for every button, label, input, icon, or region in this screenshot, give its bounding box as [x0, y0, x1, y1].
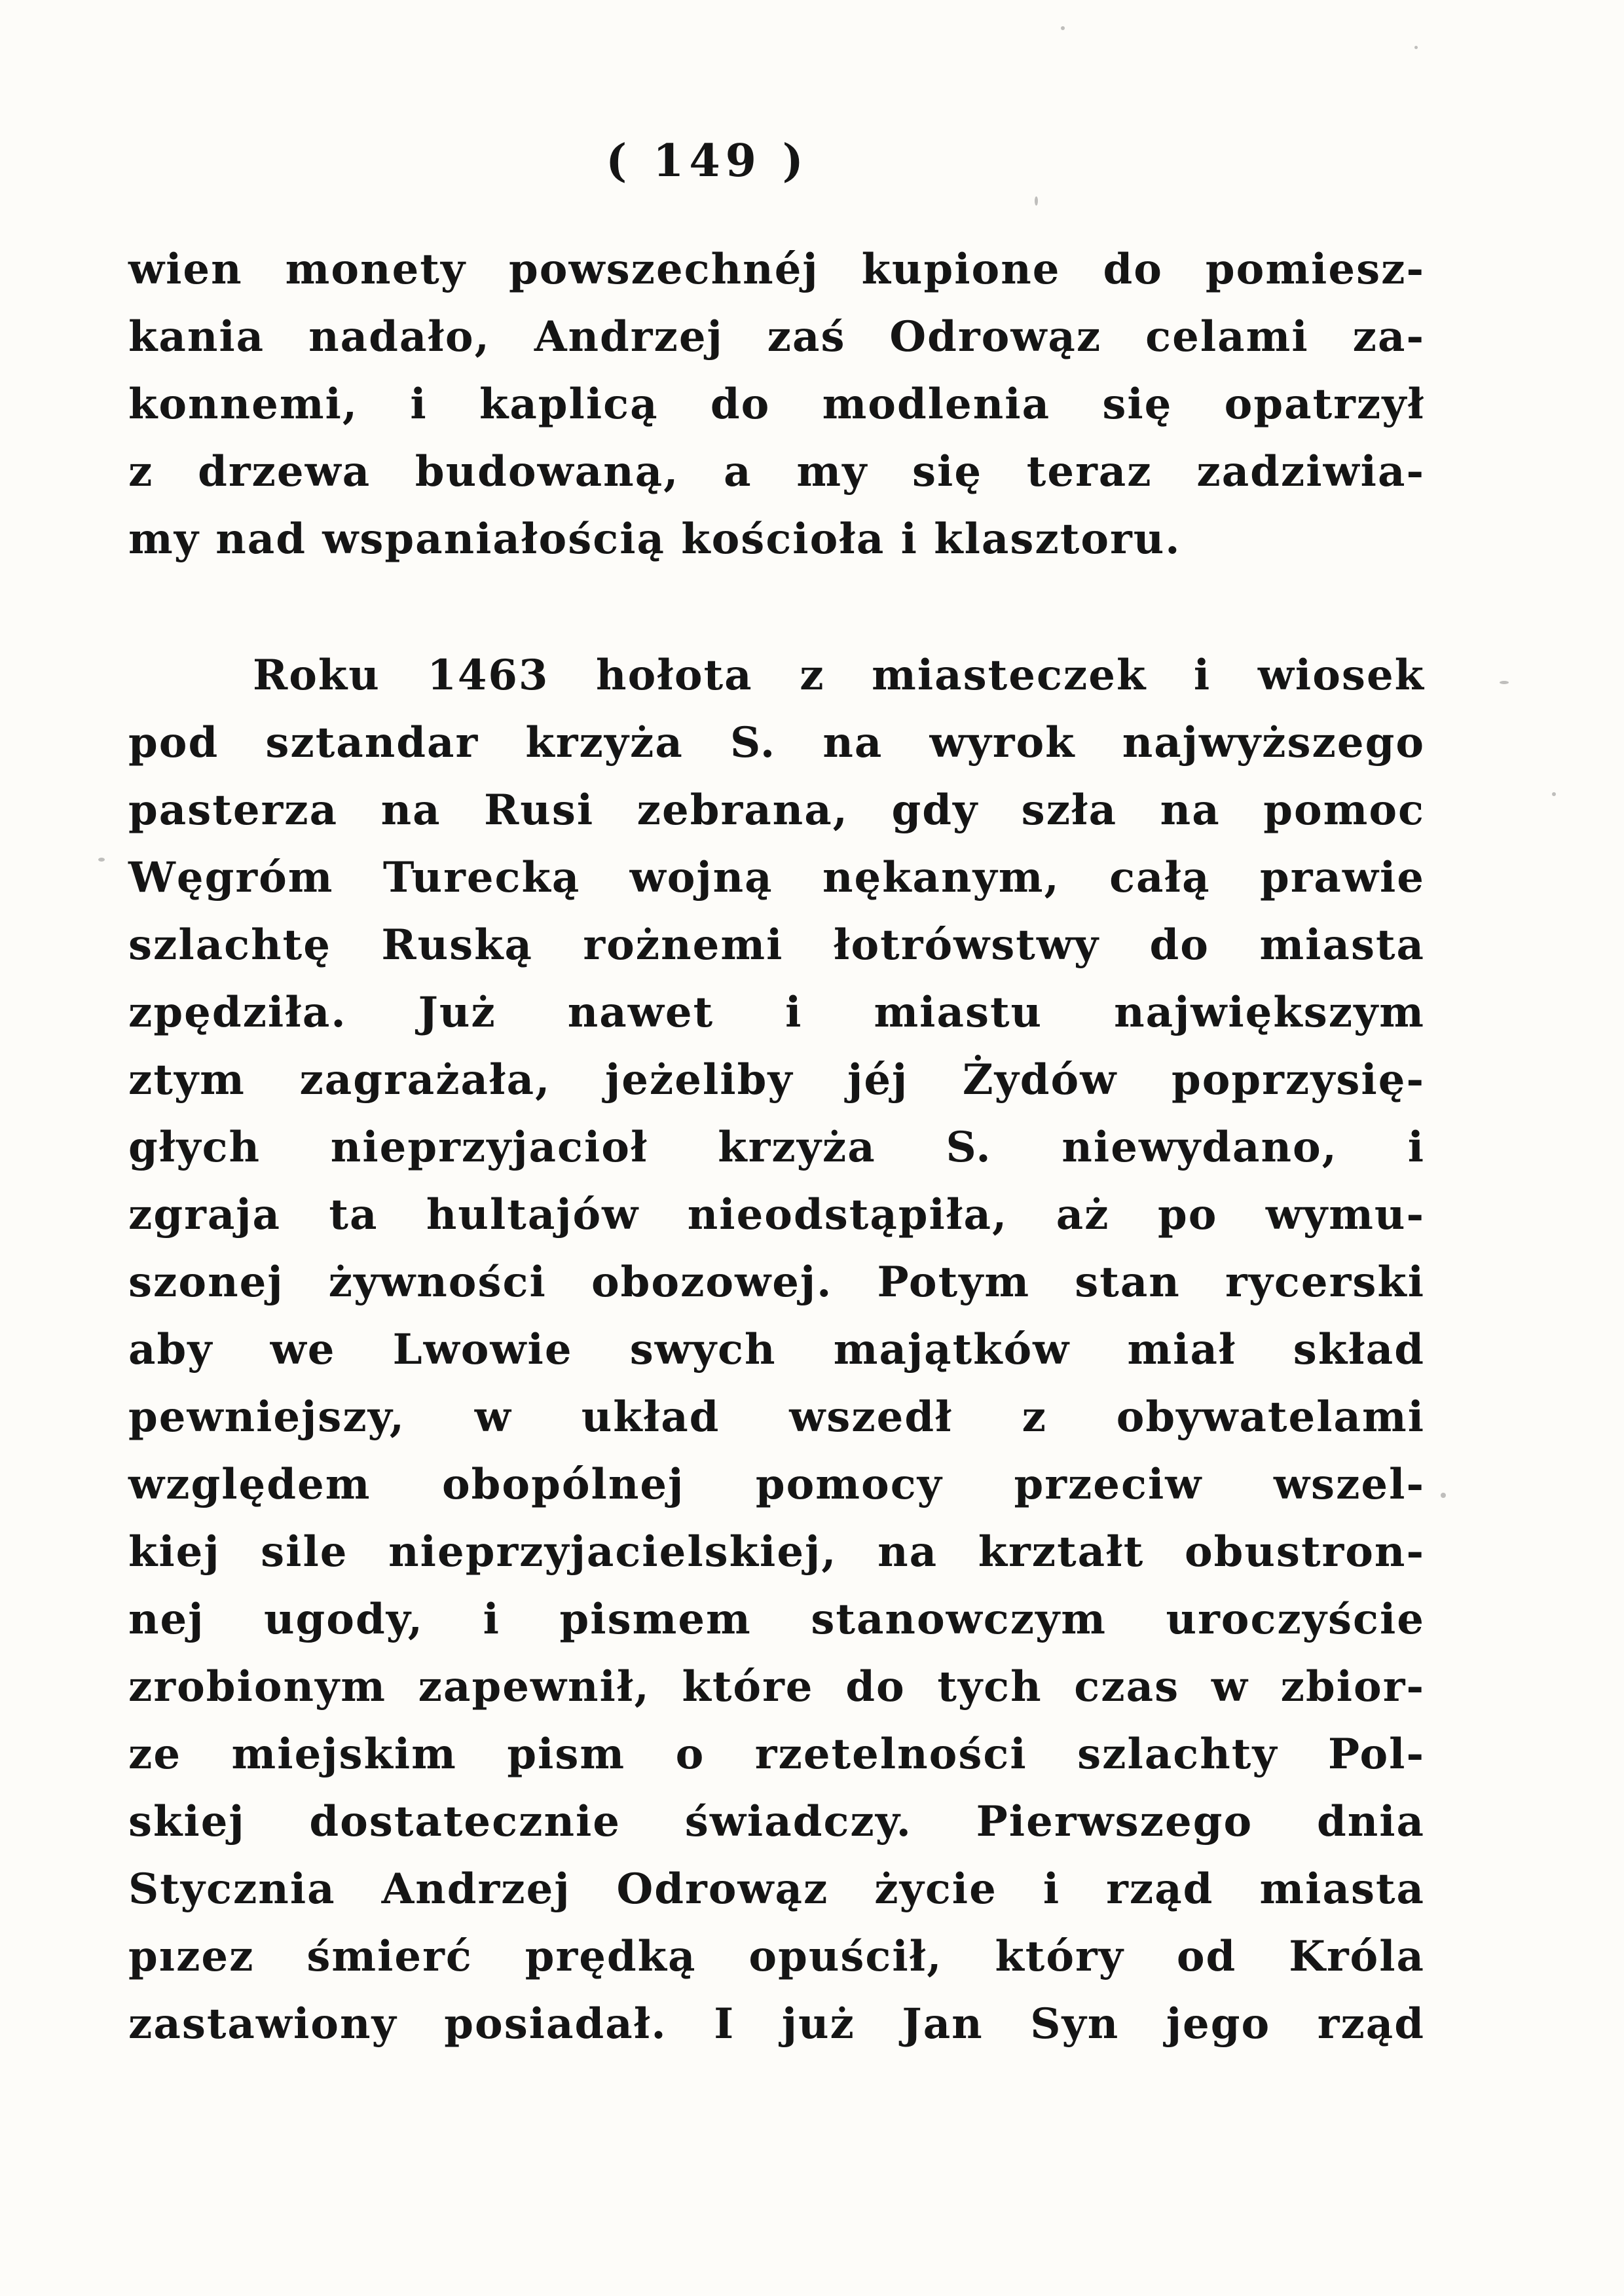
text-line: pod sztandar krzyża S. na wyrok najwyższego — [128, 718, 1425, 767]
text-line: pewniejszy, w układ wszedł z obywatelami — [128, 1393, 1425, 1442]
paper-speck — [1061, 26, 1065, 30]
text-line: kania nadało, Andrzej zaś Odrowąz celami za- — [128, 312, 1425, 361]
text-line: zgraja ta hultajów nieodstąpiła, aż po wymu- — [128, 1190, 1425, 1239]
paper-speck — [1414, 46, 1418, 49]
page-number: ( 149 ) — [606, 135, 809, 187]
text-line: zastawiony posiadał. I już Jan Syn jego rząd — [128, 1999, 1425, 2049]
paragraph-gap — [128, 573, 1425, 642]
text-line: skiej dostatecznie świadczy. Pierwszego dnia — [128, 1797, 1425, 1846]
text-line: ze miejskim pism o rzetelności szlachty Pol- — [128, 1730, 1425, 1779]
text-line: głych nieprzyjacioł krzyża S. niewydano, i — [128, 1123, 1425, 1172]
text-line: zpędziła. Już nawet i miastu największym — [128, 988, 1425, 1037]
text-line: zrobionym zapewnił, które do tych czas w zbior- — [128, 1662, 1425, 1711]
text-line: szlachtę Ruską rożnemi łotrówstwy do miasta — [128, 920, 1425, 970]
paper-speck — [98, 858, 105, 862]
text-line: my nad wspaniałością kościoła i klasztoru. — [128, 515, 1181, 564]
paper-speck — [1552, 792, 1556, 796]
text-line: pızez śmierć prędką opuścił, który od Króla — [128, 1932, 1425, 1981]
text-line: Roku 1463 hołota z miasteczek i wiosek — [253, 651, 1425, 700]
text-line: wien monety powszechnéj kupione do pomiesz- — [128, 245, 1425, 294]
text-line: nej ugody, i pismem stanowczym uroczyście — [128, 1595, 1425, 1644]
paper-speck — [1035, 196, 1038, 206]
text-line: Węgróm Turecką wojną nękanym, całą prawie — [128, 853, 1425, 902]
text-line: względem obopólnej pomocy przeciw wszel- — [128, 1460, 1425, 1509]
text-line: szonej żywności obozowej. Potym stan rycerski — [128, 1258, 1425, 1307]
text-line: z drzewa budowaną, a my się teraz zadziwia- — [128, 447, 1425, 496]
text-line: ztym zagrażała, jeżeliby jéj Żydów poprzysię- — [128, 1055, 1425, 1104]
paper-speck — [1441, 1493, 1446, 1498]
text-line: pasterza na Rusi zebrana, gdy szła na pomoc — [128, 786, 1425, 835]
text-line: kiej sile nieprzyjacielskiej, na krztałt obustron- — [128, 1527, 1425, 1576]
text-line: konnemi, i kaplicą do modlenia się opatrzył — [128, 380, 1425, 429]
body-text — [128, 236, 1425, 2058]
paper-speck — [1500, 681, 1509, 684]
text-line: Stycznia Andrzej Odrowąz życie i rząd miasta — [128, 1865, 1425, 1914]
text-line: aby we Lwowie swych majątków miał skład — [128, 1325, 1425, 1374]
